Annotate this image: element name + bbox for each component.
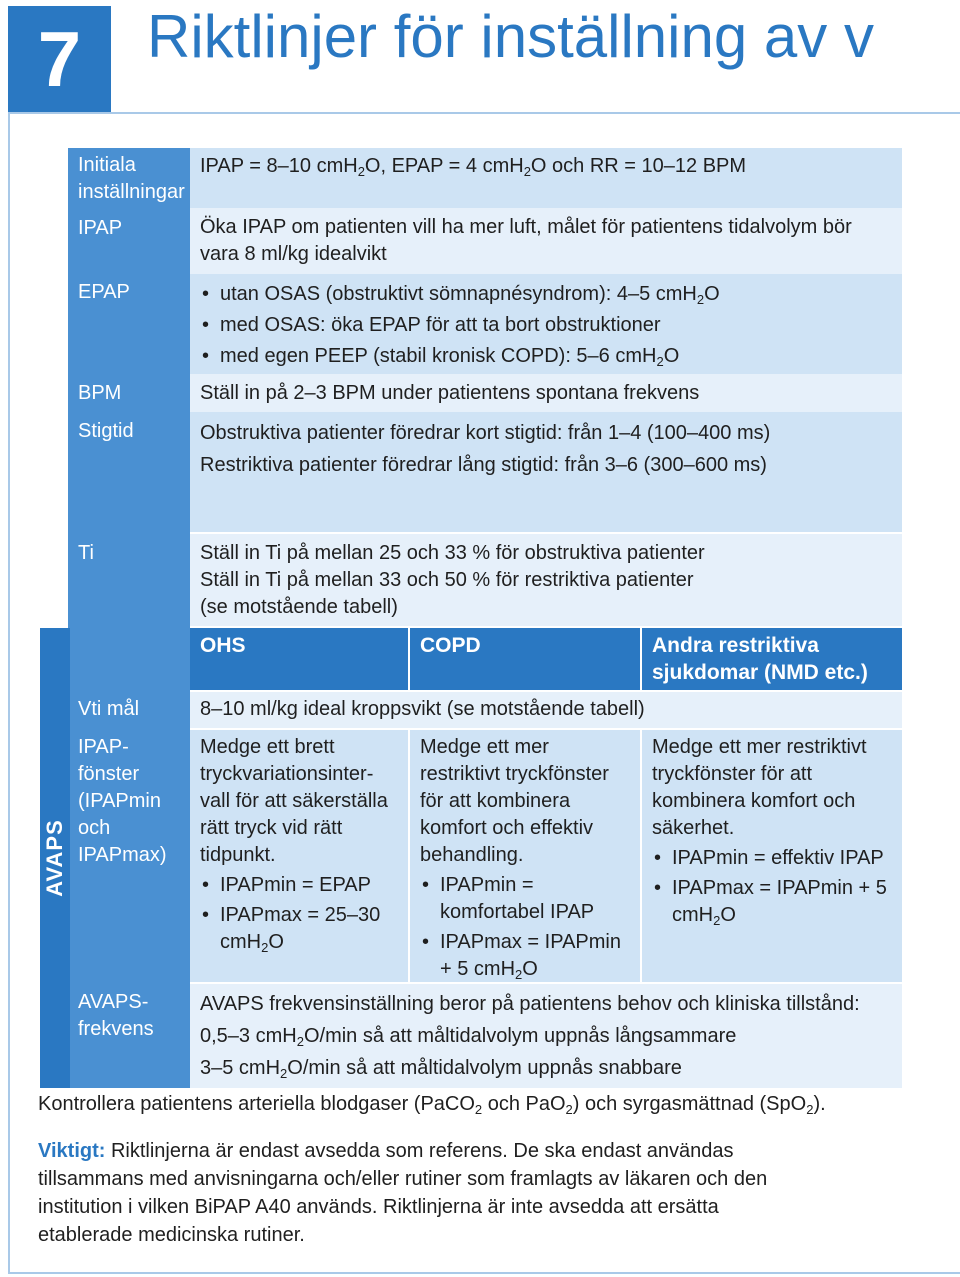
stigtid-line-2: Restriktiva patienter föredrar lång stigtid: från 3–6 (300–600 ms) <box>200 454 767 476</box>
row-initial: IPAP = 8–10 cmH$_2$O, EPAP = 4 cmH$_2$O och RR = 10–12 BPM <box>190 148 902 208</box>
window-ohs-bullet-1: • IPAPmin = EPAP <box>200 872 402 899</box>
epap-bullet-3: • med egen PEEP (stabil kronisk COPD): 5–6 cmH$_2$O <box>200 341 902 372</box>
window-other-bullet-1: • IPAPmin = effektiv IPAP <box>652 845 896 872</box>
window-other <box>642 730 902 982</box>
control-note: Kontrollera patientens arteriella blodgaser (PaCO$_2$ och PaO$_2$) och syrgasmättnad (SpO$_2$). <box>38 1093 826 1117</box>
important-text: Riktlinjerna är endast avsedda som referens. De ska endast användas tillsammans med anvisningarna och/eller rutiner som framlagts av läkaren och den institution i vilken BiPAP A40 används. Riktlinjerna är inte avsedda att ersätta etablerade medicinska rutiner. <box>38 1140 768 1246</box>
window-ohs-text: Medge ett brett tryckvariationsinter-vall för att säkerställa rätt tryck vid rätt tidpunkt. <box>200 736 388 866</box>
avaps-side-label: AVAPS <box>42 819 67 897</box>
row-ti <box>190 534 902 626</box>
column-header-ohs: OHS <box>190 628 408 690</box>
window-copd-text: Medge ett mer restriktivt tryckfönster för att kombinera komfort och effektiv behandling. <box>420 736 609 866</box>
avaps-frequency-line-2: 0,5–3 cmH$_2$O/min så att måltidalvolym uppnås långsammare <box>200 1025 737 1049</box>
label-ipap: IPAP <box>78 217 123 239</box>
avaps-frequency-line-3: 3–5 cmH$_2$O/min så att måltidalvolym uppnås snabbare <box>200 1057 682 1081</box>
label-stigtid: Stigtid <box>78 420 134 442</box>
row-stigtid <box>190 412 902 532</box>
label-ipap-window: IPAP-fönster (IPAPmin och IPAPmax) <box>78 736 167 866</box>
window-copd-bullet-1: • IPAPmin = komfortabel IPAP <box>420 872 634 926</box>
row-vti: 8–10 ml/kg ideal kroppsvikt (se motstående tabell) <box>190 692 902 728</box>
label-avaps-frequency: AVAPS-frekvens <box>78 991 154 1040</box>
row-epap <box>190 274 902 374</box>
important-label: Viktigt: <box>38 1140 106 1162</box>
label-ti: Ti <box>78 542 94 564</box>
avaps-frequency-line-1: AVAPS frekvensinställning beror på patientens behov och kliniska tillstånd: <box>200 993 860 1015</box>
label-epap: EPAP <box>78 281 130 303</box>
column-header-copd: COPD <box>410 628 640 690</box>
label-vti: Vti mål <box>78 698 140 720</box>
window-other-text: Medge ett mer restriktivt tryckfönster för att kombinera komfort och säkerhet. <box>652 736 867 839</box>
window-ohs-bullet-2: • IPAPmax = 25–30 cmH$_2$O <box>200 902 402 956</box>
label-initial: Initiala inställningar <box>78 154 185 203</box>
row-avaps-frequency <box>190 984 902 1088</box>
ti-line-1: Ställ in Ti på mellan 25 och 33 % för obstruktiva patienter <box>200 542 705 564</box>
chapter-number: 7 <box>8 6 111 112</box>
window-copd-bullet-2: • IPAPmax = IPAPmin + 5 cmH$_2$O <box>420 929 634 983</box>
window-copd <box>410 730 640 982</box>
label-bpm: BPM <box>78 382 122 404</box>
row-ipap: Öka IPAP om patienten vill ha mer luft, målet för patientens tidalvolym bör vara 8 ml/kg idealvikt <box>190 208 902 274</box>
row-bpm: Ställ in på 2–3 BPM under patientens spontana frekvens <box>190 374 902 412</box>
window-ohs <box>190 730 408 982</box>
important-note <box>38 1137 818 1249</box>
ti-line-3: (se motstående tabell) <box>200 596 398 618</box>
window-other-bullet-2: • IPAPmax = IPAPmin + 5 cmH$_2$O <box>652 875 896 929</box>
ti-line-2: Ställ in Ti på mellan 33 och 50 % för restriktiva patienter <box>200 569 694 591</box>
column-header-other: Andra restriktiva sjukdomar (NMD etc.) <box>642 628 902 690</box>
stigtid-line-1: Obstruktiva patienter föredrar kort stigtid: från 1–4 (100–400 ms) <box>200 422 771 444</box>
epap-bullet-2: • med OSAS: öka EPAP för att ta bort obstruktioner <box>200 310 902 341</box>
page-title: Riktlinjer för inställning av v <box>147 3 874 70</box>
epap-bullet-1: • utan OSAS (obstruktivt sömnapnésyndrom): 4–5 cmH$_2$O <box>200 279 902 310</box>
